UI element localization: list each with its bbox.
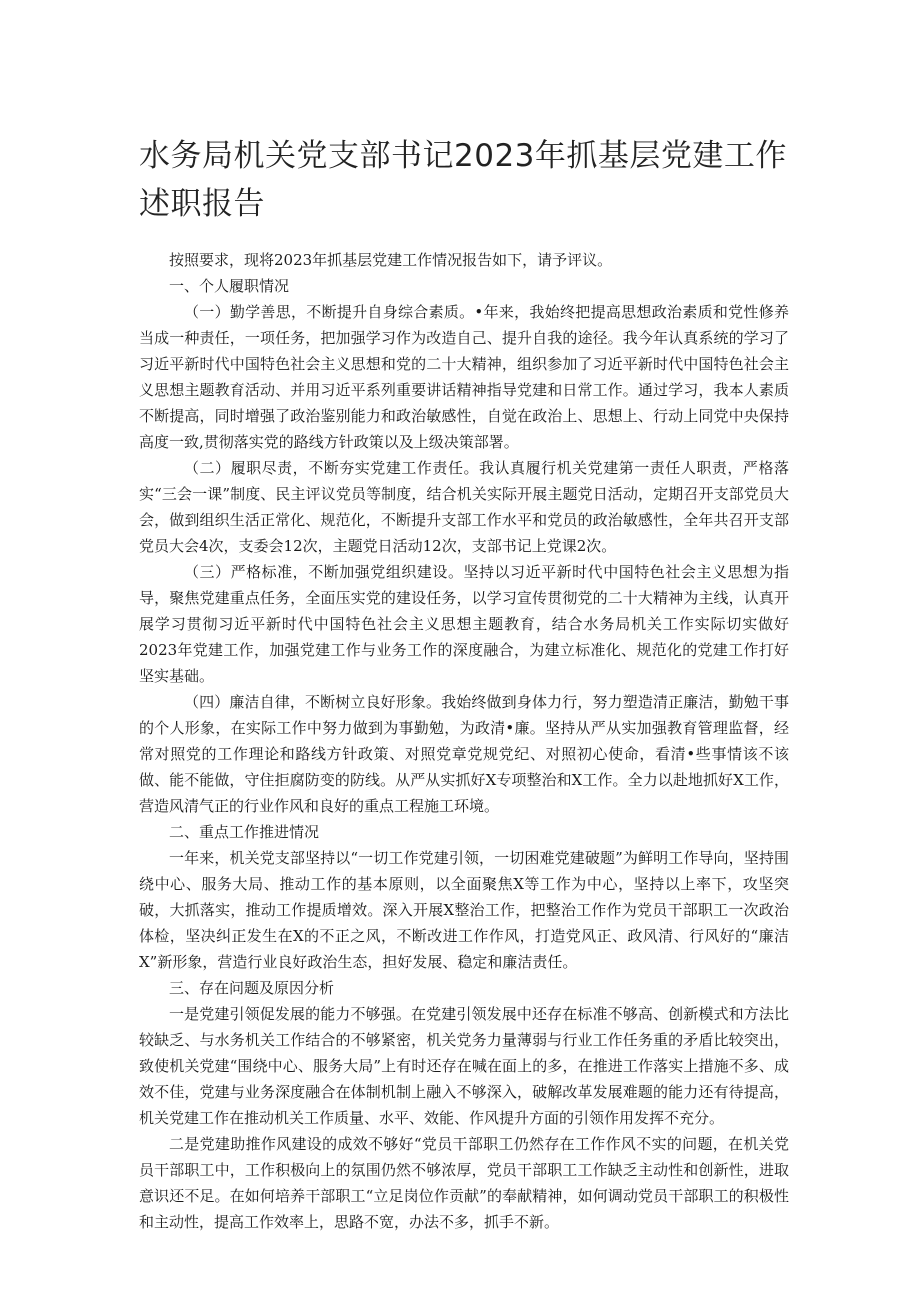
section-heading-3: 三、存在问题及原因分析: [169, 979, 335, 997]
paragraph-duty: （二）履职尽责，不断夯实党建工作责任。我认真履行机关党建第一责任人职责，严格落实“三会一课”制度、民主评议党员等制度，结合机关实际开展主题党日活动，定期召开支部党员大会，做到组织生活正常化、规范化，不断提升支部工作水平和党员的政治敏感性，全年共召开支部党员大会4次，支委会12次，主题党日活动12次，支部书记上党课2次。: [139, 459, 789, 555]
paragraph-problem-2: 二是党建助推作风建设的成效不够好“党员干部职工仍然存在工作作风不实的问题，在机关党员干部职工中，工作积极向上的氛围仍然不够浓厚，党员干部职工工作缺乏主动性和创新性，进取意识还不足。在如何培养干部职工“立足岗位作贡献”的奉献精神，如何调动党员干部职工的积极性和主动性，提高工作效率上，思路不宽，办法不多，抓手不新。: [139, 1135, 789, 1231]
document-page: [139, 0, 789, 1235]
paragraph-study: （一）勤学善思，不断提升自身综合素质。•年来，我始终把提高思想政治素质和党性修养当成一种责任，一项任务，把加强学习作为改造自己、提升自我的途径。我今年认真系统的学习了习近平新时代中国特色社会主义思想和党的二十大精神，组织参加了习近平新时代中国特色社会主义思想主题教育活动、并用习近平系列重要讲话精神指导党建和日常工作。通过学习，我本人素质不断提高，同时增强了政治鉴别能力和政治敏感性，自觉在政治上、思想上、行动上同党中央保持高度一致,贯彻落实党的路线方针政策以及上级决策部署。: [139, 303, 789, 451]
section-heading-1: 一、个人履职情况: [169, 277, 290, 295]
section-heading-2: 二、重点工作推进情况: [169, 823, 320, 841]
intro-paragraph: 按照要求，现将2023年抓基层党建工作情况报告如下，请予评议。: [169, 251, 613, 269]
paragraph-problem-1: 一是党建引领促发展的能力不够强。在党建引领发展中还存在标准不够高、创新模式和方法比较缺乏、与水务机关工作结合的不够紧密，机关党务力量薄弱与行业工作任务重的矛盾比较突出，致使机关党建“围绕中心、服务大局”上有时还存在喊在面上的多，在推进工作落实上措施不多、成效不佳，党建与业务深度融合在体制机制上融入不够深入，破解改革发展难题的能力还有待提高，机关党建工作在推动机关工作质量、水平、效能、作风提升方面的引领作用发挥不充分。: [139, 1005, 789, 1127]
paragraph-key-work: 一年来，机关党支部坚持以“一切工作党建引领，一切困难党建破题”为鲜明工作导向，坚持围绕中心、服务大局、推动工作的基本原则，以全面聚焦X等工作为中心，坚持以上率下，攻坚突破，大抓落实，推动工作提质增效。深入开展X整治工作，把整治工作作为党员干部职工一次政治体检，坚决纠正发生在X的不正之风，不断改进工作作风，打造党风正、政风清、行风好的“廉洁X”新形象，营造行业良好政治生态，担好发展、稳定和廉洁责任。: [139, 849, 789, 971]
paragraph-standards: （三）严格标准，不断加强党组织建设。坚持以习近平新时代中国特色社会主义思想为指导，聚焦党建重点任务，全面压实党的建设任务，以学习宣传贯彻党的二十大精神为主线，认真开展学习贯彻习近平新时代中国特色社会主义思想主题教育，结合水务局机关工作实际切实做好2023年党建工作，加强党建工作与业务工作的深度融合，为建立标准化、规范化的党建工作打好坚实基础。: [139, 563, 789, 685]
paragraph-integrity: （四）廉洁自律，不断树立良好形象。我始终做到身体力行，努力塑造清正廉洁，勤勉干事的个人形象，在实际工作中努力做到为事勤勉，为政清•廉。坚持从严从实加强教育管理监督，经常对照党的工作理论和路线方针政策、对照党章党规党纪、对照初心使命，看清•些事情该不该做、能不能做，守住拒腐防变的防线。从严从实抓好X专项整治和X工作。全力以赴地抓好X工作，营造风清气正的行业作风和良好的重点工程施工环境。: [139, 693, 789, 815]
document-body: [139, 247, 789, 1235]
document-title: 水务局机关党支部书记2023年抓基层党建工作述职报告: [139, 138, 787, 222]
